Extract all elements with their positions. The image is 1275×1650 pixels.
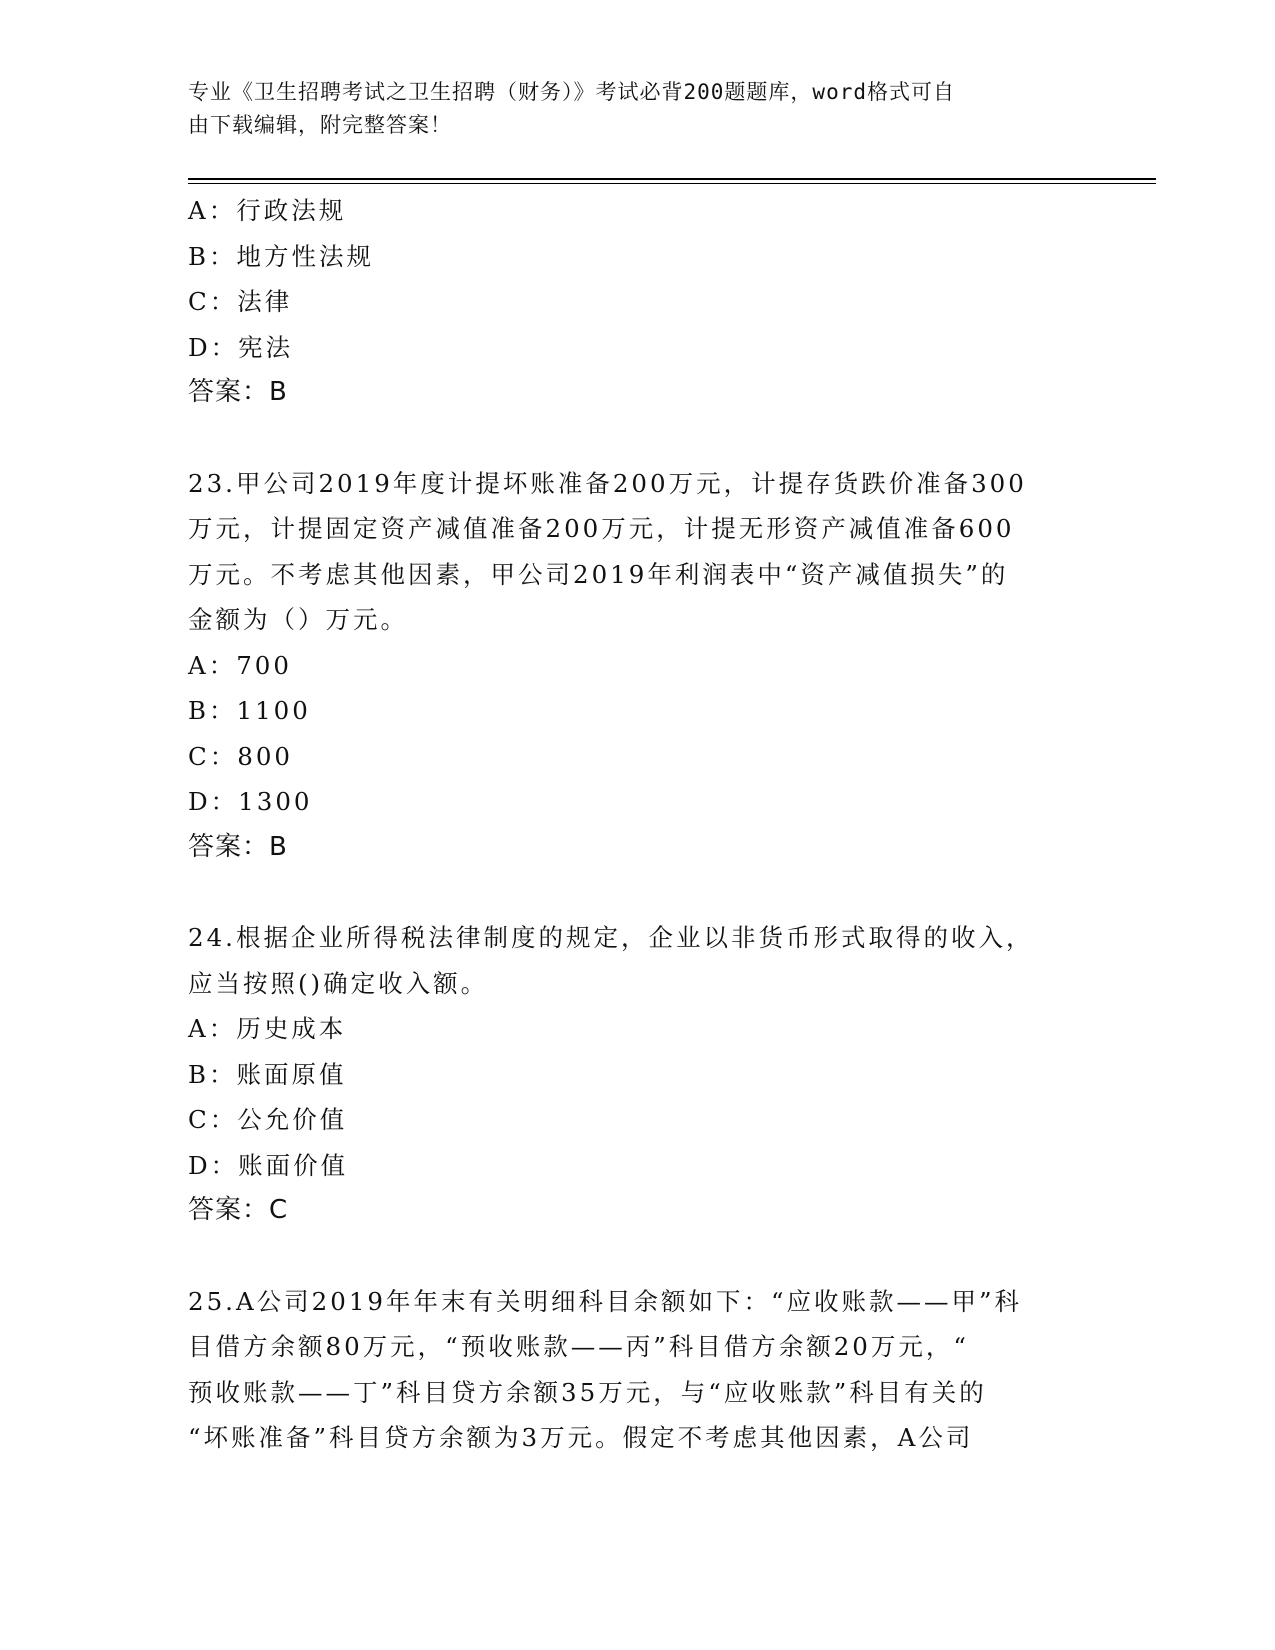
option-d: D：宪法: [188, 332, 294, 362]
option-a: A：700: [188, 650, 292, 680]
question-22: [188, 188, 1088, 416]
question-stem-line: “坏账准备”科目贷方余额为3万元。假定不考虑其他因素，A公司: [188, 1423, 974, 1452]
answer-line: 答案：C: [188, 1195, 289, 1225]
question-stem-line: 24.根据企业所得税法律制度的规定，企业以非货币形式取得的收入，: [188, 923, 1034, 952]
question-stem-line: 万元。不考虑其他因素，甲公司2019年利润表中“资产减值损失”的: [188, 559, 1009, 589]
option-c: C：公允价值: [188, 1105, 348, 1134]
question-23: [188, 461, 1088, 871]
option-d: D：1300: [188, 787, 313, 816]
question-stem-line: 金额为（）万元。: [188, 605, 408, 634]
option-b: B：地方性法规: [188, 241, 375, 271]
option-c: C：800: [188, 741, 294, 771]
header-rule-thin: [188, 183, 1156, 184]
option-b: B：账面原值: [188, 1059, 347, 1089]
question-24: [188, 915, 1088, 1234]
header-line-2: 由下载编辑，附完整答案！: [188, 113, 452, 137]
option-a: A：历史成本: [188, 1014, 347, 1043]
option-a: A：行政法规: [188, 196, 347, 225]
answer-line: 答案：B: [188, 377, 288, 407]
header-rule-thick: [188, 178, 1156, 180]
document-header: [188, 76, 1068, 142]
question-25: [188, 1279, 1088, 1461]
document-body: [188, 188, 1088, 1461]
question-stem-line: 23.甲公司2019年度计提坏账准备200万元，计提存货跌价准备300: [188, 468, 1027, 498]
option-d: D：账面价值: [188, 1150, 349, 1180]
option-b: B：1100: [188, 696, 311, 725]
question-stem-line: 应当按照()确定收入额。: [188, 968, 489, 998]
option-c: C：法律: [188, 287, 293, 316]
header-line-1: 专业《卫生招聘考试之卫生招聘（财务）》考试必背200题题库，word格式可自: [188, 80, 955, 104]
question-stem-line: 目借方余额80万元，“预收账款——丙”科目借方余额20万元，“: [188, 1332, 969, 1361]
question-stem-line: 万元，计提固定资产减值准备200万元，计提无形资产减值准备600: [188, 514, 1015, 543]
question-stem-line: 25.A公司2019年年末有关明细科目余额如下：“应收账款——甲”科: [188, 1286, 1023, 1316]
answer-line: 答案：B: [188, 831, 288, 862]
question-stem-line: 预收账款——丁”科目贷方余额35万元，与“应收账款”科目有关的: [188, 1377, 987, 1407]
